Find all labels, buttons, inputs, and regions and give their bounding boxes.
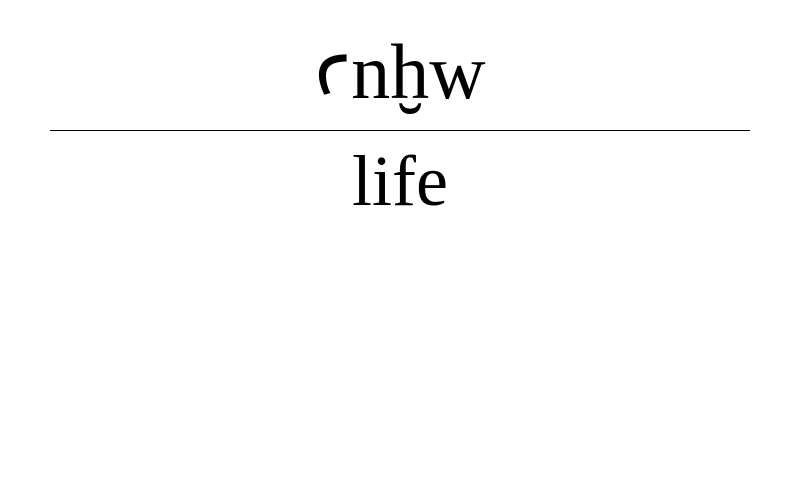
divider-rule bbox=[50, 130, 750, 131]
translation: life bbox=[352, 141, 448, 221]
transliteration: ꜥnḫw bbox=[314, 28, 486, 115]
